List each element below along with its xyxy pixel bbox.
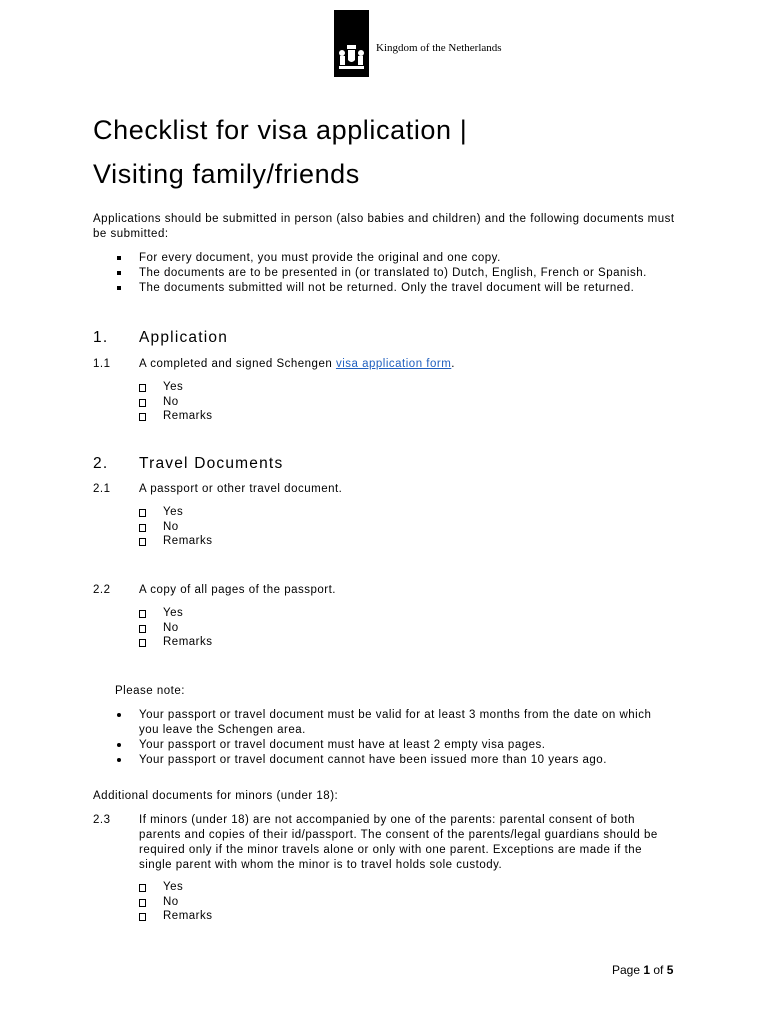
- note-bullet-list: [115, 708, 675, 768]
- netherlands-coat-of-arms-icon: [337, 43, 366, 73]
- option-yes[interactable]: Yes: [139, 380, 213, 395]
- option-yes[interactable]: Yes: [139, 505, 213, 520]
- checkbox-icon[interactable]: [139, 524, 146, 532]
- list-item: For every document, you must provide the original and one copy.: [115, 251, 647, 266]
- option-yes[interactable]: Yes: [139, 606, 213, 621]
- option-remarks[interactable]: Remarks: [139, 909, 213, 924]
- list-item: Your passport or travel document must be valid for at least 3 months from the date on which you leave the Schengen area.: [115, 708, 675, 738]
- checkbox-icon[interactable]: [139, 625, 146, 633]
- option-remarks[interactable]: Remarks: [139, 409, 213, 424]
- logo-bar: [334, 10, 369, 77]
- brand-name: Kingdom of the Netherlands: [376, 42, 502, 54]
- options-2-3: [139, 880, 213, 924]
- page-number: Page 1 of 5: [612, 963, 674, 977]
- options-2-2: [139, 606, 213, 650]
- option-no[interactable]: No: [139, 621, 213, 636]
- intro-bullet-list: [115, 251, 647, 296]
- checkbox-icon[interactable]: [139, 884, 146, 892]
- checkbox-icon[interactable]: [139, 509, 146, 517]
- options-1-1: [139, 380, 213, 424]
- title-line-1: Checklist for visa application |: [93, 115, 468, 145]
- checkbox-icon[interactable]: [139, 913, 146, 921]
- checkbox-icon[interactable]: [139, 538, 146, 546]
- option-remarks[interactable]: Remarks: [139, 635, 213, 650]
- list-item: Your passport or travel document cannot have been issued more than 10 years ago.: [115, 753, 675, 768]
- option-no[interactable]: No: [139, 520, 213, 535]
- list-item: The documents submitted will not be returned. Only the travel document will be returned.: [115, 281, 647, 296]
- checkbox-icon[interactable]: [139, 384, 146, 392]
- options-2-1: [139, 505, 213, 549]
- note-label: Please note:: [115, 685, 185, 697]
- checklist-item-2-2: 2.2 A copy of all pages of the passport.: [93, 584, 337, 596]
- intro-paragraph: Applications should be submitted in person (also babies and children) and the following documents must be submitted:: [93, 213, 675, 240]
- page-title: [93, 108, 693, 196]
- option-remarks[interactable]: Remarks: [139, 534, 213, 549]
- checkbox-icon[interactable]: [139, 399, 146, 407]
- section-heading-travel-documents: 2. Travel Documents: [93, 455, 284, 472]
- title-line-2: Visiting family/friends: [93, 159, 360, 189]
- section-heading-application: 1. Application: [93, 329, 229, 346]
- minors-heading: Additional documents for minors (under 18):: [93, 790, 339, 802]
- option-no[interactable]: No: [139, 395, 213, 410]
- checkbox-icon[interactable]: [139, 413, 146, 421]
- list-item: Your passport or travel document must have at least 2 empty visa pages.: [115, 738, 675, 753]
- option-no[interactable]: No: [139, 895, 213, 910]
- option-yes[interactable]: Yes: [139, 880, 213, 895]
- checkbox-icon[interactable]: [139, 639, 146, 647]
- checklist-item-1-1: 1.1 A completed and signed Schengen visa application form.: [93, 358, 455, 370]
- checklist-item-2-1: 2.1 A passport or other travel document.: [93, 483, 343, 495]
- visa-application-form-link[interactable]: visa application form: [335, 358, 452, 370]
- list-item: The documents are to be presented in (or translated to) Dutch, English, French or Spanish.: [115, 266, 647, 281]
- checkbox-icon[interactable]: [139, 899, 146, 907]
- checklist-item-2-3: 2.3 If minors (under 18) are not accompanied by one of the parents: parental consent of both parents and copies of their id/passport. The consent of the parents/legal guardians should be required only if the minor travels alone or only with one parent. Exceptions are made if the single parent with whom the minor is to travel holds sole custody.: [93, 814, 658, 871]
- checkbox-icon[interactable]: [139, 610, 146, 618]
